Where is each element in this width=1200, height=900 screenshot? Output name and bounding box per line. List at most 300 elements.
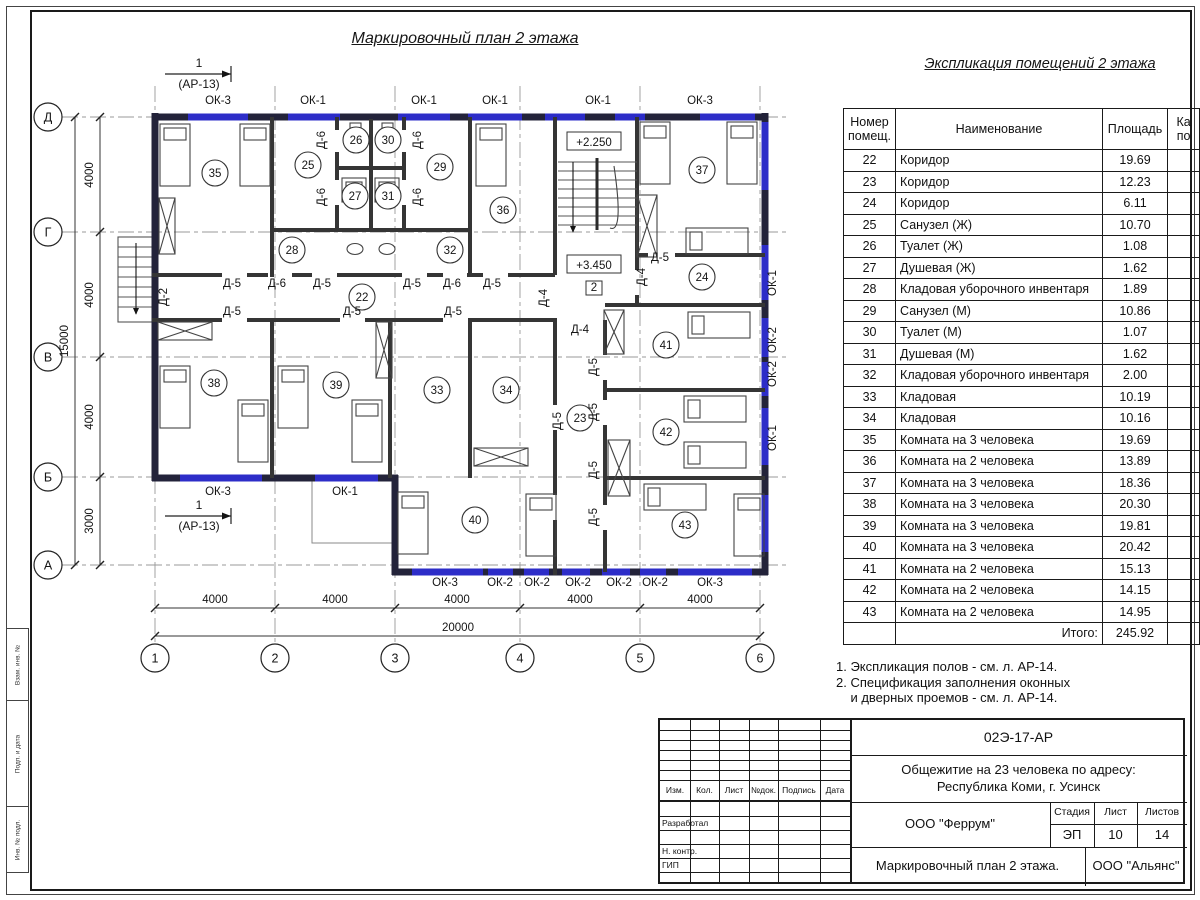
room-explication-table — [843, 108, 1200, 645]
room-name-cell: Санузел (М) — [896, 300, 1103, 322]
door-mark-label: Д-5 — [552, 411, 564, 431]
room-number-bubble — [342, 183, 368, 209]
bed — [684, 396, 746, 422]
room-area-cell: 1.07 — [1102, 322, 1167, 344]
room-category-cell — [1168, 580, 1200, 602]
room-category-cell — [1168, 537, 1200, 559]
room-number-cell: 39 — [844, 515, 896, 537]
axis-bubble-row — [34, 343, 62, 371]
stairwell — [558, 158, 637, 232]
table-row — [844, 257, 1200, 279]
room-name-cell: Коридор — [896, 171, 1103, 193]
note-line: и дверных проемов - см. л. АР-14. — [836, 690, 1058, 705]
bed — [688, 312, 750, 338]
table-row — [844, 193, 1200, 215]
wardrobe — [608, 440, 630, 496]
project-name: Общежитие на 23 человека по адресу: Республика Коми, г. Усинск — [901, 762, 1136, 794]
svg-text:2: 2 — [271, 651, 279, 666]
door-mark-label: Д-5 — [588, 460, 600, 480]
room-name-cell: Душевая (М) — [896, 343, 1103, 365]
room-number-cell: 29 — [844, 300, 896, 322]
svg-text:23: 23 — [573, 413, 587, 425]
wardrobe — [159, 198, 175, 254]
svg-text:42: 42 — [659, 427, 673, 439]
room-name-cell: Кладовая — [896, 386, 1103, 408]
room-category-cell — [1168, 408, 1200, 430]
axis-bubble-col — [626, 644, 654, 672]
room-number-cell: 33 — [844, 386, 896, 408]
svg-text:32: 32 — [443, 245, 457, 257]
door-mark-label: Д-6 — [412, 187, 424, 207]
room-name-cell: Комната на 3 человека — [896, 515, 1103, 537]
room-category-cell — [1168, 171, 1200, 193]
bed — [240, 124, 270, 186]
room-number-cell: 37 — [844, 472, 896, 494]
room-area-cell: 10.86 — [1102, 300, 1167, 322]
room-name-cell: Туалет (М) — [896, 322, 1103, 344]
window-mark-label: ОК-1 — [332, 486, 358, 498]
room-number-cell: 30 — [844, 322, 896, 344]
room-name-cell: Комната на 2 человека — [896, 601, 1103, 623]
table-row — [844, 515, 1200, 537]
room-number-bubble — [427, 154, 453, 180]
dimension-label: 4000 — [202, 594, 228, 606]
title-block-col-header: Дата — [825, 784, 845, 795]
room-number-cell: 40 — [844, 537, 896, 559]
col-header-category: Ка по — [1168, 109, 1200, 150]
room-category-cell — [1168, 472, 1200, 494]
door-mark-label: Д-5 — [402, 278, 422, 290]
room-number-bubble — [437, 237, 463, 263]
room-number-cell: 24 — [844, 193, 896, 215]
room-category-cell — [1168, 558, 1200, 580]
door-mark-label: Д-5 — [588, 402, 600, 422]
bed — [644, 484, 706, 510]
room-category-cell — [1168, 150, 1200, 172]
room-name-cell: Кладовая — [896, 408, 1103, 430]
title-block-col-header: Подпись — [782, 784, 816, 795]
room-name-cell: Комната на 2 человека — [896, 558, 1103, 580]
side-stamp-label: Подп. и дата — [14, 734, 21, 773]
dimension-label: 4000 — [687, 594, 713, 606]
room-number-bubble — [672, 512, 698, 538]
room-number-bubble — [202, 160, 228, 186]
door-mark-label: Д-5 — [222, 306, 242, 318]
window-mark-label: ОК-2 — [767, 327, 779, 353]
room-area-cell: 2.00 — [1102, 365, 1167, 387]
room-number-cell: 26 — [844, 236, 896, 258]
table-total-row — [844, 623, 1200, 645]
room-name-cell: Комната на 3 человека — [896, 429, 1103, 451]
room-category-cell — [1168, 300, 1200, 322]
design-firm: ООО "Феррум" — [905, 816, 995, 832]
table-row — [844, 472, 1200, 494]
room-area-cell: 14.95 — [1102, 601, 1167, 623]
room-area-cell: 1.08 — [1102, 236, 1167, 258]
room-category-cell — [1168, 451, 1200, 473]
table-row — [844, 451, 1200, 473]
axis-bubble-row — [34, 551, 62, 579]
bed — [640, 122, 670, 184]
room-number-bubble — [493, 377, 519, 403]
svg-text:29: 29 — [433, 162, 447, 174]
table-row — [844, 494, 1200, 516]
room-number-bubble — [424, 377, 450, 403]
door-mark-label: Д-4 — [636, 267, 648, 287]
svg-text:+2.250: +2.250 — [576, 137, 612, 149]
bed — [398, 492, 428, 554]
table-row — [844, 601, 1200, 623]
stage-label: Стадия — [1054, 806, 1090, 819]
room-number-cell: 35 — [844, 429, 896, 451]
svg-text:4: 4 — [516, 651, 524, 666]
door-mark-label: Д-5 — [443, 306, 463, 318]
svg-text:Б: Б — [43, 470, 53, 485]
table-row — [844, 408, 1200, 430]
explication-title: Экспликация помещений 2 этажа — [924, 56, 1156, 72]
side-stamp-box — [6, 628, 29, 701]
bed — [278, 366, 308, 428]
window-mark-label: ОК-3 — [205, 95, 231, 107]
title-block — [658, 718, 1185, 884]
svg-text:2: 2 — [590, 282, 598, 294]
room-category-cell — [1168, 193, 1200, 215]
door-mark-label: Д-5 — [312, 278, 332, 290]
window-mark-label: ОК-2 — [565, 577, 591, 589]
title-block-col-header: Изм. — [665, 784, 685, 795]
dimension-label: 4000 — [444, 594, 470, 606]
room-category-cell — [1168, 429, 1200, 451]
svg-text:41: 41 — [659, 340, 673, 352]
room-area-cell: 10.70 — [1102, 214, 1167, 236]
room-number-cell: 34 — [844, 408, 896, 430]
room-area-cell: 18.36 — [1102, 472, 1167, 494]
room-area-cell: 14.15 — [1102, 580, 1167, 602]
svg-text:(АР-13): (АР-13) — [178, 77, 220, 91]
bed — [160, 124, 190, 186]
dimension-label: 3000 — [84, 508, 96, 534]
table-row — [844, 580, 1200, 602]
room-area-cell: 10.16 — [1102, 408, 1167, 430]
room-number-bubble — [375, 127, 401, 153]
dimension-label: 4000 — [84, 282, 96, 308]
dimension-label: 4000 — [84, 162, 96, 188]
table-row — [844, 386, 1200, 408]
room-number-cell: 22 — [844, 150, 896, 172]
svg-text:+3.450: +3.450 — [576, 260, 612, 272]
room-category-cell — [1168, 279, 1200, 301]
svg-text:6: 6 — [756, 651, 764, 666]
room-number-cell: 43 — [844, 601, 896, 623]
section-marker — [165, 498, 231, 533]
axis-bubble-col — [141, 644, 169, 672]
room-category-cell — [1168, 365, 1200, 387]
door-mark-label: Д-5 — [650, 252, 670, 264]
title-block-row-label: Н. контр. — [662, 846, 698, 856]
table-row — [844, 558, 1200, 580]
table-row — [844, 300, 1200, 322]
bed — [734, 494, 764, 556]
room-number-bubble — [689, 264, 715, 290]
room-area-cell: 1.89 — [1102, 279, 1167, 301]
svg-text:31: 31 — [381, 191, 395, 203]
plan-title: Маркировочный план 2 этажа — [351, 30, 579, 47]
svg-text:33: 33 — [430, 385, 444, 397]
window-mark-label: ОК-1 — [767, 270, 779, 296]
plan-labels — [34, 56, 779, 672]
svg-text:В: В — [43, 350, 53, 365]
dimension-label: 4000 — [322, 594, 348, 606]
window-mark-label: ОК-1 — [767, 425, 779, 451]
room-category-cell — [1168, 214, 1200, 236]
bed — [526, 494, 556, 556]
window-mark-label: ОК-3 — [697, 577, 723, 589]
axis-bubble-col — [506, 644, 534, 672]
table-row — [844, 150, 1200, 172]
room-number-cell: 38 — [844, 494, 896, 516]
note-line: 1. Экспликация полов - см. л. АР-14. — [836, 659, 1058, 674]
svg-text:1: 1 — [195, 498, 203, 512]
room-name-cell: Санузел (Ж) — [896, 214, 1103, 236]
level-mark — [567, 132, 621, 150]
axis-lines — [62, 86, 790, 648]
svg-text:А: А — [43, 558, 53, 573]
room-area-cell: 20.42 — [1102, 537, 1167, 559]
door-mark-label: Д-5 — [342, 306, 362, 318]
side-stamp-box — [6, 806, 29, 873]
door-mark-label: Д-2 — [158, 287, 170, 307]
dimension-label: 20000 — [442, 622, 474, 634]
room-number-bubble — [295, 152, 321, 178]
bed — [352, 400, 382, 462]
svg-text:1: 1 — [195, 56, 203, 70]
door-mark-label: Д-4 — [570, 324, 590, 336]
title-block-row-label: ГИП — [662, 860, 679, 870]
svg-text:26: 26 — [349, 135, 363, 147]
room-number-bubble — [343, 127, 369, 153]
svg-text:Г: Г — [44, 225, 52, 240]
side-stamp-box — [6, 700, 29, 807]
room-category-cell — [1168, 322, 1200, 344]
bed — [160, 366, 190, 428]
svg-text:25: 25 — [301, 160, 315, 172]
door-mark-label: Д-6 — [412, 130, 424, 150]
room-number-cell: 32 — [844, 365, 896, 387]
room-number-cell: 27 — [844, 257, 896, 279]
window-mark-label: ОК-2 — [767, 361, 779, 387]
door-mark-label: Д-4 — [538, 288, 550, 308]
svg-text:43: 43 — [678, 520, 692, 532]
room-number-bubble — [490, 197, 516, 223]
room-area-cell: 13.89 — [1102, 451, 1167, 473]
svg-text:34: 34 — [499, 385, 513, 397]
table-row — [844, 214, 1200, 236]
room-name-cell: Кладовая уборочного инвентаря — [896, 365, 1103, 387]
svg-text:Д: Д — [43, 110, 53, 125]
title-block-col-header: Кол. — [696, 784, 713, 795]
svg-text:1: 1 — [151, 651, 159, 666]
room-category-cell — [1168, 343, 1200, 365]
bed — [238, 400, 268, 462]
svg-text:38: 38 — [207, 378, 221, 390]
room-area-cell: 19.69 — [1102, 429, 1167, 451]
drawing-title: Маркировочный план 2 этажа. — [875, 858, 1060, 874]
svg-text:22: 22 — [355, 292, 369, 304]
col-header-number: Номер помещ. — [844, 109, 896, 150]
title-block-col-header: Лист — [724, 784, 744, 795]
room-number-bubble — [689, 157, 715, 183]
room-area-cell: 10.19 — [1102, 386, 1167, 408]
total-value-cell: 245.92 — [1102, 623, 1167, 645]
svg-text:35: 35 — [208, 168, 222, 180]
window-mark-label: ОК-2 — [487, 577, 513, 589]
room-area-cell: 1.62 — [1102, 257, 1167, 279]
window-mark-label: ОК-3 — [687, 95, 713, 107]
window-mark-label: ОК-2 — [642, 577, 668, 589]
room-category-cell — [1168, 257, 1200, 279]
svg-text:30: 30 — [381, 135, 395, 147]
window-mark-label: ОК-3 — [432, 577, 458, 589]
room-number-cell: 23 — [844, 171, 896, 193]
room-number-bubble — [462, 507, 488, 533]
room-number-bubble — [201, 370, 227, 396]
svg-text:39: 39 — [329, 380, 343, 392]
room-number-bubble — [653, 332, 679, 358]
svg-text:3: 3 — [391, 651, 399, 666]
room-number-cell: 36 — [844, 451, 896, 473]
room-area-cell: 19.81 — [1102, 515, 1167, 537]
room-name-cell: Кладовая уборочного инвентаря — [896, 279, 1103, 301]
room-name-cell: Комната на 2 человека — [896, 580, 1103, 602]
room-number-bubble — [323, 372, 349, 398]
col-header-name: Наименование — [896, 109, 1103, 150]
room-name-cell: Коридор — [896, 193, 1103, 215]
door-mark-label: Д-6 — [316, 187, 328, 207]
table-row — [844, 279, 1200, 301]
axis-bubble-col — [261, 644, 289, 672]
svg-text:(АР-13): (АР-13) — [178, 519, 220, 533]
sheets-label: Листов — [1144, 806, 1180, 819]
room-name-cell: Комната на 3 человека — [896, 537, 1103, 559]
table-row — [844, 171, 1200, 193]
note-line: 2. Спецификация заполнения оконных — [836, 674, 1071, 690]
room-number-bubble — [653, 419, 679, 445]
side-stamp-label: Инв. № подл. — [14, 819, 21, 860]
axis-bubble-row — [34, 218, 62, 246]
room-name-cell: Комната на 2 человека — [896, 451, 1103, 473]
dimension-label: 4000 — [84, 404, 96, 430]
window-mark-label: ОК-3 — [205, 486, 231, 498]
room-area-cell: 12.23 — [1102, 171, 1167, 193]
door-mark-label: Д-6 — [267, 278, 287, 290]
room-name-cell: Комната на 3 человека — [896, 494, 1103, 516]
table-row — [844, 429, 1200, 451]
svg-text:37: 37 — [695, 165, 709, 177]
room-number-bubble — [279, 237, 305, 263]
sheets-total: 14 — [1154, 827, 1170, 843]
wardrobe — [158, 322, 212, 340]
table-header-row — [844, 109, 1200, 150]
room-name-cell: Коридор — [896, 150, 1103, 172]
window-mark-label: ОК-1 — [585, 95, 611, 107]
table-row — [844, 365, 1200, 387]
window-mark-label: ОК-1 — [482, 95, 508, 107]
room-number-cell: 25 — [844, 214, 896, 236]
door-mark-label: Д-6 — [316, 130, 328, 150]
client-company: ООО "Альянс" — [1092, 858, 1180, 874]
axis-bubble-col — [746, 644, 774, 672]
room-number-cell: 42 — [844, 580, 896, 602]
room-area-cell: 6.11 — [1102, 193, 1167, 215]
svg-text:24: 24 — [695, 272, 709, 284]
room-number-bubble — [375, 183, 401, 209]
total-label-cell: Итого: — [896, 623, 1103, 645]
room-area-cell: 19.69 — [1102, 150, 1167, 172]
room-number-cell: 31 — [844, 343, 896, 365]
room-name-cell: Туалет (Ж) — [896, 236, 1103, 258]
svg-text:27: 27 — [348, 191, 362, 203]
room-name-cell: Душевая (Ж) — [896, 257, 1103, 279]
window-mark-label: ОК-2 — [606, 577, 632, 589]
room-name-cell: Комната на 3 человека — [896, 472, 1103, 494]
dimension-label: 15000 — [59, 325, 71, 357]
sheet-notes — [836, 659, 1070, 706]
door-mark-label: Д-5 — [482, 278, 502, 290]
room-category-cell — [1168, 386, 1200, 408]
bed — [684, 442, 746, 468]
room-category-cell — [1168, 236, 1200, 258]
floor-plan — [30, 55, 822, 685]
total-empty-cell — [844, 623, 896, 645]
title-block-row-label: Разработал — [662, 818, 709, 828]
table-row — [844, 322, 1200, 344]
window-mark-label: ОК-2 — [524, 577, 550, 589]
svg-text:40: 40 — [468, 515, 482, 527]
dimension-label: 4000 — [567, 594, 593, 606]
room-category-cell — [1168, 515, 1200, 537]
door-mark-label: Д-5 — [588, 507, 600, 527]
document-code: 02Э-17-АР — [983, 728, 1054, 745]
sheet-number: 10 — [1108, 827, 1123, 843]
axis-bubble-col — [381, 644, 409, 672]
door-mark-label: Д-5 — [588, 357, 600, 377]
room-area-cell: 1.62 — [1102, 343, 1167, 365]
total-category-cell — [1168, 623, 1200, 645]
level-mark — [586, 281, 602, 295]
room-number-cell: 41 — [844, 558, 896, 580]
fire-escape-stair — [118, 237, 155, 322]
title-block-col-header: №док. — [751, 784, 776, 795]
room-area-cell: 15.13 — [1102, 558, 1167, 580]
room-category-cell — [1168, 601, 1200, 623]
stage-value: ЭП — [1062, 827, 1082, 843]
svg-text:36: 36 — [496, 205, 510, 217]
axis-bubble-row — [34, 463, 62, 491]
sheet-label: Лист — [1104, 806, 1127, 819]
svg-text:28: 28 — [285, 245, 299, 257]
table-row — [844, 343, 1200, 365]
bed — [476, 124, 506, 186]
col-header-area: Площадь — [1102, 109, 1167, 150]
table-row — [844, 537, 1200, 559]
room-category-cell — [1168, 494, 1200, 516]
room-number-cell: 28 — [844, 279, 896, 301]
svg-text:5: 5 — [636, 651, 644, 666]
room-area-cell: 20.30 — [1102, 494, 1167, 516]
axis-bubble-row — [34, 103, 62, 131]
window-mark-label: ОК-1 — [300, 95, 326, 107]
side-stamp-label: Взам. инв. № — [14, 644, 21, 685]
